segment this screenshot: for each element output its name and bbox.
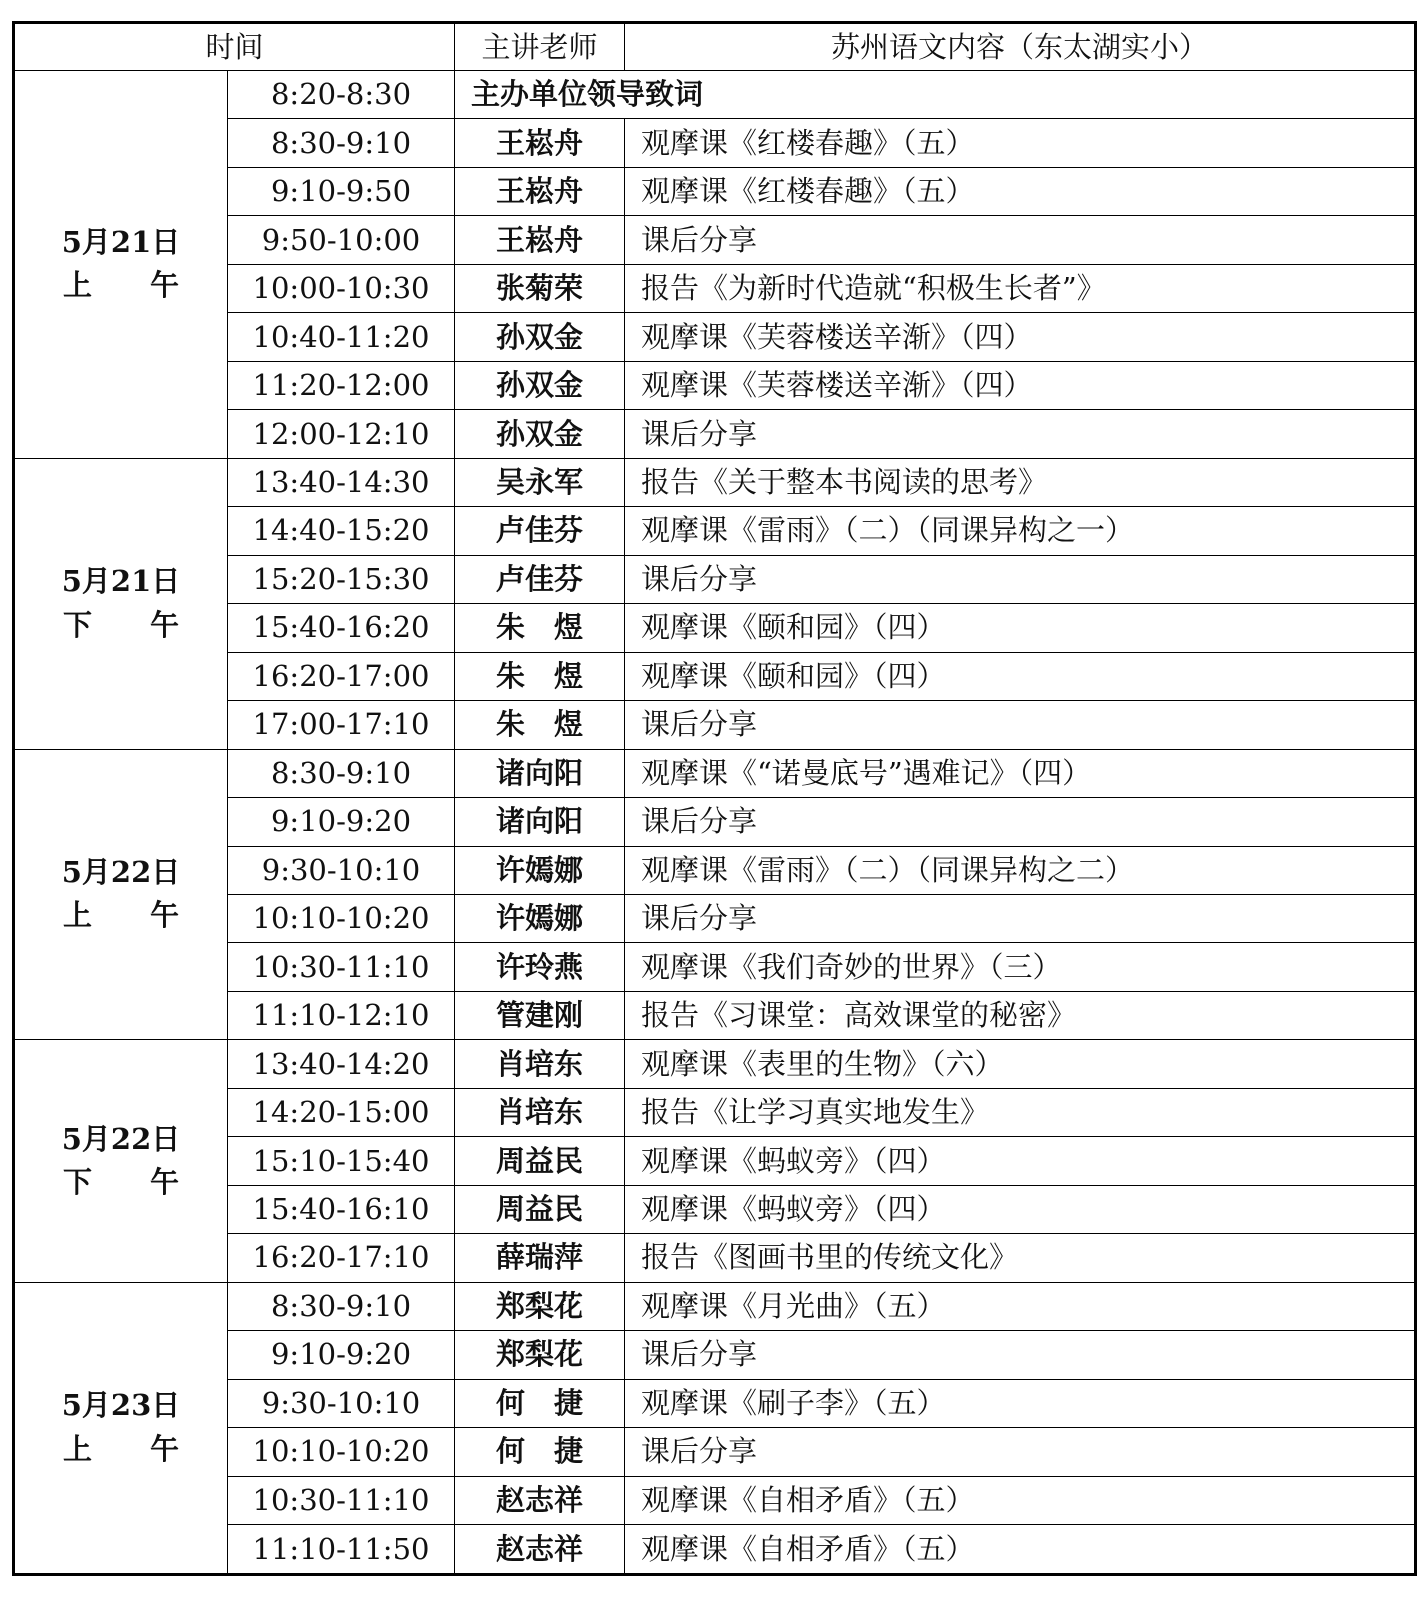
teacher-cell: 赵志祥 bbox=[455, 1525, 625, 1575]
content-cell: 观摩课《颐和园》（四） bbox=[625, 652, 1416, 700]
session-date: 5月21日 bbox=[61, 224, 181, 259]
header-row bbox=[14, 23, 1416, 71]
content-cell: 观摩课《“诺曼底号”遇难记》（四） bbox=[625, 749, 1416, 797]
time-cell: 17:00-17:10 bbox=[228, 701, 455, 749]
time-cell: 14:20-15:00 bbox=[228, 1088, 455, 1136]
teacher-cell: 王崧舟 bbox=[455, 167, 625, 215]
schedule-row bbox=[14, 71, 1416, 119]
teacher-cell: 张菊荣 bbox=[455, 264, 625, 312]
content-cell: 报告《为新时代造就“积极生长者”》 bbox=[625, 264, 1416, 312]
session-cell bbox=[14, 71, 228, 459]
content-cell: 报告《让学习真实地发生》 bbox=[625, 1088, 1416, 1136]
teacher-cell: 周益民 bbox=[455, 1185, 625, 1233]
time-cell: 15:40-16:20 bbox=[228, 604, 455, 652]
content-cell: 观摩课《自相矛盾》（五） bbox=[625, 1525, 1416, 1575]
teacher-cell: 何 捷 bbox=[455, 1379, 625, 1427]
time-cell: 10:10-10:20 bbox=[228, 1428, 455, 1476]
teacher-cell: 王崧舟 bbox=[455, 216, 625, 264]
teacher-cell: 朱 煜 bbox=[455, 604, 625, 652]
teacher-cell: 何 捷 bbox=[455, 1428, 625, 1476]
schedule-row bbox=[14, 1282, 1416, 1330]
time-cell: 10:00-10:30 bbox=[228, 264, 455, 312]
time-cell: 15:20-15:30 bbox=[228, 555, 455, 603]
content-cell: 观摩课《颐和园》（四） bbox=[625, 604, 1416, 652]
content-cell: 观摩课《雷雨》（二）（同课异构之二） bbox=[625, 846, 1416, 894]
teacher-cell: 卢佳芬 bbox=[455, 507, 625, 555]
content-cell: 观摩课《芙蓉楼送辛渐》（四） bbox=[625, 313, 1416, 361]
time-cell: 8:30-9:10 bbox=[228, 119, 455, 167]
content-cell: 观摩课《我们奇妙的世界》（三） bbox=[625, 943, 1416, 991]
teacher-cell: 卢佳芬 bbox=[455, 555, 625, 603]
schedule-row bbox=[14, 749, 1416, 797]
teacher-cell: 王崧舟 bbox=[455, 119, 625, 167]
time-cell: 9:30-10:10 bbox=[228, 846, 455, 894]
session-date: 5月22日 bbox=[61, 1121, 181, 1156]
content-cell: 观摩课《红楼春趣》（五） bbox=[625, 167, 1416, 215]
teacher-cell: 孙双金 bbox=[455, 410, 625, 458]
session-cell bbox=[14, 749, 228, 1040]
session-cell bbox=[14, 458, 228, 749]
header-teacher: 主讲老师 bbox=[455, 23, 625, 71]
session-half-day: 下 午 bbox=[62, 607, 179, 642]
time-cell: 11:20-12:00 bbox=[228, 361, 455, 409]
time-cell: 9:30-10:10 bbox=[228, 1379, 455, 1427]
teacher-cell: 孙双金 bbox=[455, 313, 625, 361]
time-cell: 11:10-12:10 bbox=[228, 991, 455, 1039]
teacher-cell: 赵志祥 bbox=[455, 1476, 625, 1524]
teacher-cell: 管建刚 bbox=[455, 991, 625, 1039]
time-cell: 9:10-9:50 bbox=[228, 167, 455, 215]
time-cell: 9:50-10:00 bbox=[228, 216, 455, 264]
teacher-cell: 诸向阳 bbox=[455, 749, 625, 797]
schedule-row bbox=[14, 1040, 1416, 1088]
content-cell: 观摩课《蚂蚁旁》（四） bbox=[625, 1185, 1416, 1233]
time-cell: 13:40-14:20 bbox=[228, 1040, 455, 1088]
content-cell: 报告《关于整本书阅读的思考》 bbox=[625, 458, 1416, 506]
content-cell: 课后分享 bbox=[625, 798, 1416, 846]
time-cell: 9:10-9:20 bbox=[228, 1331, 455, 1379]
content-cell: 主办单位领导致词 bbox=[455, 71, 1416, 119]
content-cell: 观摩课《自相矛盾》（五） bbox=[625, 1476, 1416, 1524]
time-cell: 15:10-15:40 bbox=[228, 1137, 455, 1185]
content-cell: 观摩课《月光曲》（五） bbox=[625, 1282, 1416, 1330]
time-cell: 15:40-16:10 bbox=[228, 1185, 455, 1233]
session-date: 5月22日 bbox=[61, 854, 181, 889]
content-cell: 观摩课《雷雨》（二）（同课异构之一） bbox=[625, 507, 1416, 555]
time-cell: 16:20-17:00 bbox=[228, 652, 455, 700]
session-date: 5月23日 bbox=[61, 1388, 181, 1423]
time-cell: 8:30-9:10 bbox=[228, 1282, 455, 1330]
session-cell bbox=[14, 1282, 228, 1574]
teacher-cell: 许玲燕 bbox=[455, 943, 625, 991]
teacher-cell: 诸向阳 bbox=[455, 798, 625, 846]
content-cell: 课后分享 bbox=[625, 410, 1416, 458]
time-cell: 10:10-10:20 bbox=[228, 894, 455, 942]
content-cell: 课后分享 bbox=[625, 701, 1416, 749]
teacher-cell: 朱 煜 bbox=[455, 652, 625, 700]
session-half-day: 上 午 bbox=[62, 898, 179, 933]
schedule-row bbox=[14, 458, 1416, 506]
time-cell: 16:20-17:10 bbox=[228, 1234, 455, 1282]
session-date: 5月21日 bbox=[61, 564, 181, 599]
content-cell: 观摩课《红楼春趣》（五） bbox=[625, 119, 1416, 167]
time-cell: 10:40-11:20 bbox=[228, 313, 455, 361]
time-cell: 10:30-11:10 bbox=[228, 1476, 455, 1524]
session-half-day: 上 午 bbox=[62, 268, 179, 303]
content-cell: 报告《习课堂：高效课堂的秘密》 bbox=[625, 991, 1416, 1039]
teacher-cell: 朱 煜 bbox=[455, 701, 625, 749]
schedule-table bbox=[12, 21, 1417, 1576]
teacher-cell: 肖培东 bbox=[455, 1088, 625, 1136]
content-cell: 课后分享 bbox=[625, 894, 1416, 942]
teacher-cell: 吴永军 bbox=[455, 458, 625, 506]
teacher-cell: 郑梨花 bbox=[455, 1282, 625, 1330]
content-cell: 观摩课《芙蓉楼送辛渐》（四） bbox=[625, 361, 1416, 409]
header-time: 时间 bbox=[14, 23, 455, 71]
time-cell: 10:30-11:10 bbox=[228, 943, 455, 991]
session-half-day: 下 午 bbox=[62, 1165, 179, 1200]
time-cell: 8:30-9:10 bbox=[228, 749, 455, 797]
content-cell: 课后分享 bbox=[625, 555, 1416, 603]
content-cell: 观摩课《表里的生物》（六） bbox=[625, 1040, 1416, 1088]
time-cell: 11:10-11:50 bbox=[228, 1525, 455, 1575]
time-cell: 8:20-8:30 bbox=[228, 71, 455, 119]
session-half-day: 上 午 bbox=[62, 1431, 179, 1466]
teacher-cell: 许嫣娜 bbox=[455, 894, 625, 942]
teacher-cell: 孙双金 bbox=[455, 361, 625, 409]
teacher-cell: 薛瑞萍 bbox=[455, 1234, 625, 1282]
teacher-cell: 周益民 bbox=[455, 1137, 625, 1185]
content-cell: 观摩课《蚂蚁旁》（四） bbox=[625, 1137, 1416, 1185]
schedule-body bbox=[14, 71, 1416, 1575]
teacher-cell: 肖培东 bbox=[455, 1040, 625, 1088]
content-cell: 课后分享 bbox=[625, 1428, 1416, 1476]
time-cell: 13:40-14:30 bbox=[228, 458, 455, 506]
time-cell: 14:40-15:20 bbox=[228, 507, 455, 555]
time-cell: 12:00-12:10 bbox=[228, 410, 455, 458]
content-cell: 观摩课《刷子李》（五） bbox=[625, 1379, 1416, 1427]
session-cell bbox=[14, 1040, 228, 1282]
teacher-cell: 郑梨花 bbox=[455, 1331, 625, 1379]
header-content: 苏州语文内容（东太湖实小） bbox=[625, 23, 1416, 71]
time-cell: 9:10-9:20 bbox=[228, 798, 455, 846]
content-cell: 课后分享 bbox=[625, 216, 1416, 264]
content-cell: 课后分享 bbox=[625, 1331, 1416, 1379]
content-cell: 报告《图画书里的传统文化》 bbox=[625, 1234, 1416, 1282]
teacher-cell: 许嫣娜 bbox=[455, 846, 625, 894]
